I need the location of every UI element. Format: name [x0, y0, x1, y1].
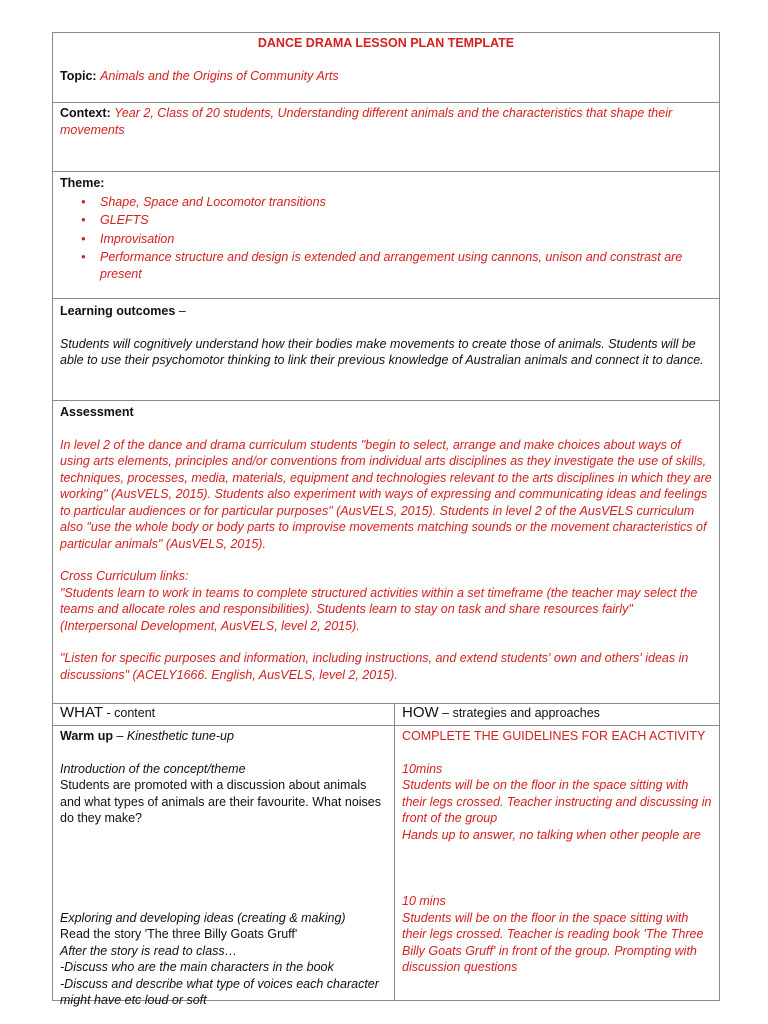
learning-outcomes-text: Students will cognitively understand how their bodies make movements to create those of animals. Students will be able to use their psychomotor thinking to link their previous knowledge of Australian animals and connect it to dance. — [60, 336, 704, 367]
what-heading: WHAT — [60, 704, 104, 721]
explore-line: Read the story 'The three Billy Goats Gruff' — [60, 927, 298, 941]
learning-outcomes-heading — [60, 301, 712, 320]
context-value: Year 2, Class of 20 students, Understanding different animals and the characteristics that shape their movements — [60, 106, 673, 137]
how-text-2: Students will be on the floor in the space sitting with their legs crossed. Teacher is reading book 'The Three Billy Goats Gruff' in front of the group. Prompting with discussion questions — [402, 910, 704, 974]
activities-row — [53, 726, 719, 1007]
how-text-note: Hands up to answer, no talking when other people are — [402, 827, 701, 842]
assessment-label: Assessment — [60, 405, 134, 419]
theme-section — [53, 172, 719, 299]
learning-outcomes-dash: – — [175, 304, 186, 318]
assessment-section — [53, 401, 719, 704]
warmup-rest: – Kinesthetic tune-up — [113, 729, 234, 743]
theme-item: ● Improvisation — [100, 231, 712, 248]
topic-label: Topic: — [60, 68, 97, 83]
theme-list — [60, 194, 712, 283]
cross-curriculum-label: Cross Curriculum links: — [60, 569, 189, 583]
explore-title: Exploring and developing ideas (creating & making) — [60, 910, 346, 925]
learning-outcomes-label: Learning outcomes — [60, 304, 176, 318]
how-heading: HOW — [402, 704, 439, 721]
topic-value: Animals and the Origins of Community Arts — [100, 68, 339, 83]
header-section — [53, 33, 719, 103]
what-subheading: - content — [103, 706, 156, 720]
what-how-header-row — [53, 704, 719, 726]
document-title: DANCE DRAMA LESSON PLAN TEMPLATE — [257, 36, 515, 50]
context-section — [53, 103, 719, 172]
how-column-header — [395, 704, 719, 725]
lesson-plan-document — [52, 32, 720, 1007]
explore-line: After the story is read to class… — [60, 943, 238, 958]
context-label: Context: — [60, 106, 111, 120]
how-column-content — [395, 726, 719, 1000]
explore-line: -Discuss who are the main characters in the book — [60, 960, 334, 974]
warmup-line — [60, 728, 387, 745]
topic-line — [60, 68, 712, 85]
guidelines-instruction: COMPLETE THE GUIDELINES FOR EACH ACTIVITY — [402, 729, 706, 743]
how-text: Students will be on the floor in the space sitting with their legs crossed. Teacher instructing and discussing in front of the group — [402, 778, 712, 825]
how-subheading: – strategies and approaches — [438, 706, 600, 720]
theme-item: ● Performance structure and design is extended and arrangement using cannons, unison and constrast are present — [100, 249, 712, 282]
explore-line: -Discuss and describe what type of voices each character might have etc loud or soft — [60, 976, 379, 1007]
assessment-paragraph: In level 2 of the dance and drama curriculum students "begin to select, arrange and make choices about ways of using arts elements, principles and/or conventions from individual arts disciplines as they investigate the use of skills, techniques, processes, media, materials, equipment and technologies relevant to the arts disciplines in which they are working" (AusVELS, 2015). Students also experiment with ways of expressing and communicating ideas and feelings to particular audiences or for particular purposes" (AusVELS, 2015). Students in level 2 of the AusVELS curriculum also "use the whole body or body parts to improvise movements matching sounds or the movement characteristics of particular animals" (AusVELS, 2015). — [60, 437, 712, 551]
learning-outcomes-section — [53, 299, 719, 401]
what-column-content — [53, 726, 395, 1007]
what-column-header — [53, 704, 395, 725]
warmup-label: Warm up — [60, 729, 114, 743]
theme-item: ● GLEFTS — [100, 212, 712, 229]
cross-curriculum-paragraph-2: "Listen for specific purposes and information, including instructions, and extend students' own and others' ideas in discussions" (ACELY1666. English, AusVELS, level 2, 2015). — [60, 651, 689, 682]
intro-title: Introduction of the concept/theme — [60, 761, 246, 776]
intro-text: Students are promoted with a discussion about animals and what types of animals are their favourite. What noises do they make? — [60, 778, 381, 825]
theme-item: ● Shape, Space and Locomotor transitions — [100, 194, 712, 211]
theme-label: Theme: — [60, 176, 105, 190]
cross-curriculum-paragraph: "Students learn to work in teams to complete structured activities within a set timeframe (the teacher may select the teams and allocate roles and responsibilities). Students learn to stay on task and share resources fairly" (Interpersonal Development, AusVELS, level 2, 2015). — [60, 585, 698, 633]
time-label-2: 10 mins — [402, 894, 446, 908]
time-label: 10mins — [402, 761, 443, 776]
